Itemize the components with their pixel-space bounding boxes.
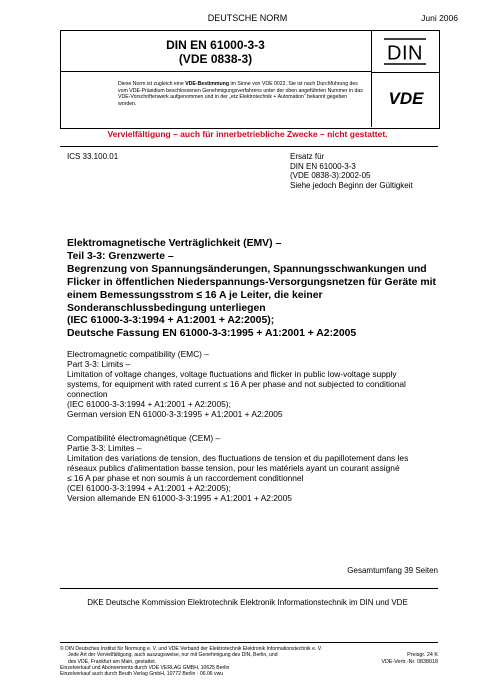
svg-text:DIN: DIN bbox=[387, 42, 423, 65]
title-box-divider bbox=[371, 30, 372, 127]
separator-top bbox=[60, 146, 438, 147]
german-title-line: Elektromagnetische Verträglichkeit (EMV) – bbox=[67, 238, 282, 249]
distribution-line: Einzelverkauf und Abonnements durch VDE VERLAG GMBH, 10625 Berlin bbox=[60, 664, 230, 671]
din-logo bbox=[383, 38, 427, 65]
order-number: VDE-Vertr.-Nr. 0838018 bbox=[381, 659, 438, 665]
copyright-line: des VDE, Frankfurt am Main, gestattet. bbox=[68, 658, 157, 665]
replaces-block bbox=[290, 152, 413, 190]
separator-committee bbox=[60, 588, 438, 589]
french-title-line: (CEI 61000-3-3:1994 + A1:2001 + A2:2005); bbox=[67, 483, 231, 493]
copy-warning: Vervielfältigung – auch für innerbetriebliche Zwecke – nicht gestattet. bbox=[107, 129, 388, 139]
copyright-notice bbox=[60, 646, 390, 677]
french-title-line: réseaux publics d'alimentation basse tension, pour les matériels ayant un courant assigné bbox=[67, 463, 400, 473]
publication-date: Juni 2006 bbox=[421, 13, 458, 23]
german-title-line: Deutsche Fassung EN 61000-3-3:1995 + A1:2001 + A2:2005 bbox=[67, 328, 357, 340]
distribution-line: Einzelverkauf auch durch Beuth Verlag GmbH, 10772 Berlin · 06.06 vwu bbox=[60, 671, 224, 678]
english-title-line: German version EN 61000-3-3:1995 + A1:2001 + A2:2005 bbox=[67, 409, 283, 419]
separator-footer bbox=[60, 642, 438, 643]
french-title-line: Partie 3-3: Limites – bbox=[67, 443, 142, 453]
page-count: Gesamtumfang 39 Seiten bbox=[347, 566, 438, 575]
english-title-line: systems, for equipment with rated current ≤ 16 A per phase and not subjected to conditional bbox=[67, 379, 406, 389]
vde-number: (VDE 0838-3) bbox=[178, 52, 253, 66]
english-title-line: Limitation of voltage changes, voltage fluctuations and flicker in public low-voltage supply bbox=[67, 369, 397, 379]
german-title-line: Teil 3-3: Grenzwerte – bbox=[67, 250, 174, 262]
copyright-line: Jede Art der Vervielfältigung, auch auszugsweise, nur mit Genehmigung des DIN, Berlin, und bbox=[68, 652, 278, 659]
french-title-line: Version allemande EN 61000-3-3:1995 + A1:2001 + A2:2005 bbox=[67, 493, 292, 503]
svg-text:VDE: VDE bbox=[388, 89, 424, 108]
french-title-line: ≤ 16 A par phase et non soumis à un raccordement conditionnel bbox=[67, 473, 304, 483]
english-title-line: connection bbox=[67, 389, 108, 399]
german-title-line: Flicker in öffentlichen Niederspannungs-Versorgungsnetzen für Geräte mit bbox=[67, 276, 436, 288]
vde-logo bbox=[380, 88, 432, 108]
price-group: Preisgr. 24 K bbox=[407, 652, 438, 658]
replaces-line: DIN EN 61000-3-3 bbox=[290, 161, 356, 171]
english-title-line: (IEC 61000-3-3:1994 + A1:2001 + A2:2005); bbox=[67, 399, 231, 409]
norm-label: DEUTSCHE NORM bbox=[207, 13, 288, 23]
ics-code: ICS 33.100.01 bbox=[67, 152, 119, 161]
german-title-line: einem Bemessungsstrom ≤ 16 A je Leiter, die keiner bbox=[67, 289, 323, 301]
logo-divider bbox=[371, 72, 439, 73]
french-title-line: Limitation des variations de tension, des fluctuations de tension et du papillotement dans les bbox=[67, 453, 409, 463]
standard-number: DIN EN 61000-3-3 bbox=[166, 38, 265, 52]
english-title-line: Electromagnetic compatibility (EMC) – bbox=[67, 349, 209, 359]
replaces-line: Ersatz für bbox=[290, 152, 325, 161]
german-title-line: (IEC 61000-3-3:1994 + A1:2001 + A2:2005); bbox=[67, 315, 275, 327]
english-title-line: Part 3-3: Limits – bbox=[67, 359, 131, 369]
german-title-line: Begrenzung von Spannungsänderungen, Spannungsschwankungen und bbox=[67, 263, 427, 275]
replaces-line: Siehe jedoch Beginn der Gültigkeit bbox=[290, 180, 413, 190]
copyright-line: © DIN Deutsches Institut für Normung e. V. und VDE Verband der Elektrotechnik Elektronik Informationstechnik e. V. bbox=[60, 646, 323, 652]
title-box-hdivider bbox=[60, 71, 371, 72]
french-title bbox=[67, 433, 442, 503]
german-title-line: Sonderanschlussbedingung unterliegen bbox=[67, 302, 266, 314]
replaces-line: (VDE 0838-3):2002-05 bbox=[290, 171, 371, 181]
vde-notice: Diese Norm ist zugleich eine VDE-Bestimmung im Sinne von VDE 0022. Sie ist nach Durchführung des vom VDE-Präsidium beschlossenen Genehmigungsverfahrens unter der oben angeführten Nummer in das VDE-Vorschriftenwerk aufgenommen und in der „etz Elektrotechnik + Automation“ bekannt gegeben worden. bbox=[118, 81, 363, 107]
german-title bbox=[67, 238, 442, 341]
committee: DKE Deutsche Kommission Elektrotechnik Elektronik Informationstechnik im DIN und VDE bbox=[87, 598, 408, 607]
english-title bbox=[67, 349, 442, 419]
french-title-line: Compatibilité électromagnétique (CEM) – bbox=[67, 433, 221, 443]
